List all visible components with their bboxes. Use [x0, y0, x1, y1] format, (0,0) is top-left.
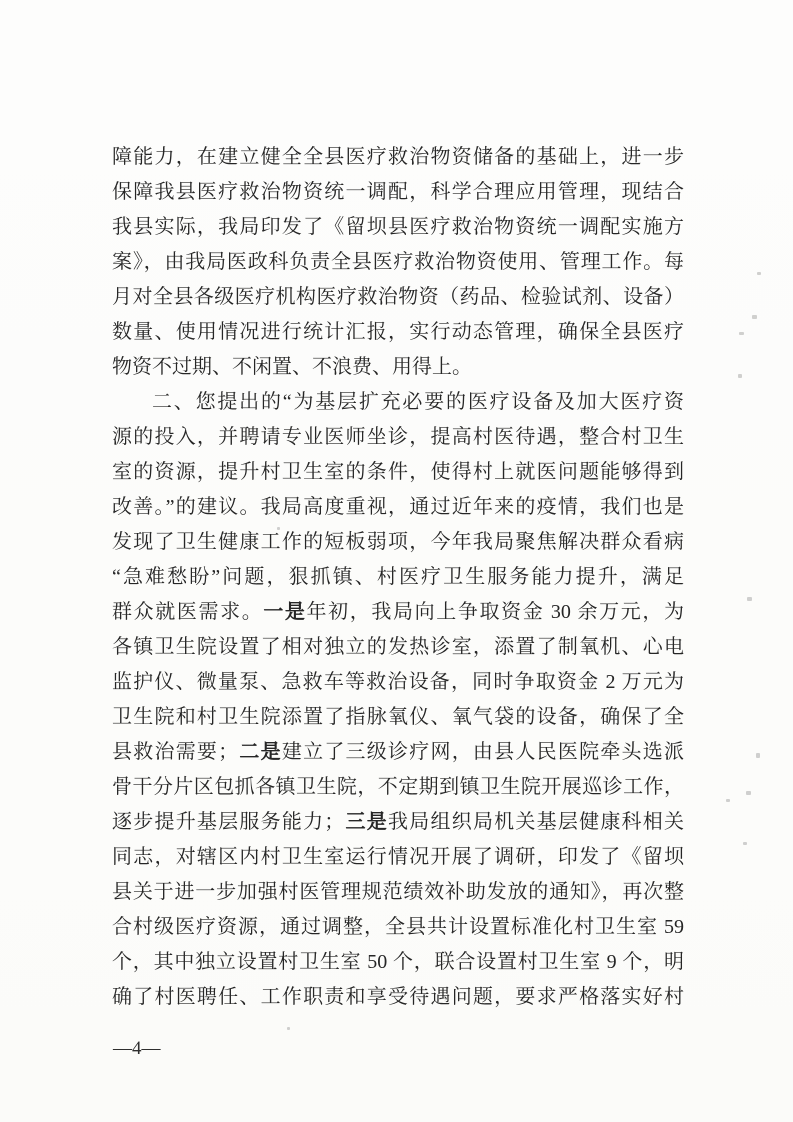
text-line — [112, 420, 684, 455]
text-run: 骨干分片区包抓各镇卫生院，不定期到镇卫生院开展巡诊工作， — [112, 776, 684, 798]
scan-speck — [757, 272, 761, 275]
text-line — [112, 770, 684, 805]
scan-speck — [726, 799, 730, 802]
text-run: 我局组织局机关基层健康科相关 — [388, 811, 685, 833]
text-run: 二、您提出的“为基层扩充必要的医疗设备及加大医疗资 — [152, 391, 684, 413]
page-number: —4— — [113, 1038, 161, 1059]
scan-speck — [739, 332, 744, 335]
text-run: 县救治需要； — [112, 741, 239, 763]
text-line — [112, 245, 684, 280]
text-run: 案》，由我局医政科负责全县医疗救治物资使用、管理工作。每 — [112, 251, 684, 273]
text-line — [112, 210, 684, 245]
text-run: 合村级医疗资源，通过调整，全县共计设置标准化村卫生室 59 — [112, 916, 684, 938]
text-line — [112, 875, 684, 910]
scan-speck — [743, 842, 747, 845]
text-line — [112, 175, 684, 210]
text-run: 监护仪、微量泵、急救车等救治设备，同时争取资金 2 万元为 — [112, 671, 684, 693]
text-line — [112, 560, 684, 595]
text-line — [112, 385, 684, 420]
text-run: 发现了卫生健康工作的短板弱项，今年我局聚焦解决群众看病 — [112, 531, 684, 553]
scan-speck — [287, 1027, 290, 1030]
text-line — [112, 910, 684, 945]
text-run: 年初，我局向上争取资金 30 余万元，为 — [306, 601, 685, 623]
scan-speck — [738, 374, 742, 378]
text-line — [112, 630, 684, 665]
text-run: 县关于进一步加强村医管理规范绩效补助发放的通知》，再次整 — [112, 881, 684, 903]
text-line — [112, 455, 684, 490]
text-line — [112, 525, 684, 560]
scan-speck — [277, 527, 280, 530]
text-line — [112, 140, 684, 175]
text-line — [112, 700, 684, 735]
text-run: “急难愁盼”问题，狠抓镇、村医疗卫生服务能力提升，满足 — [112, 566, 684, 588]
scan-speck — [746, 791, 751, 795]
scan-speck — [756, 753, 760, 758]
text-run: 障能力，在建立健全全县医疗救治物资储备的基础上，进一步 — [112, 146, 684, 168]
text-run: 群众就医需求。 — [112, 601, 264, 623]
scan-speck — [377, 252, 380, 255]
text-line — [112, 840, 684, 875]
text-run: 卫生院和村卫生院添置了指脉氧仪、氧气袋的设备，确保了全 — [112, 706, 684, 728]
scan-speck — [747, 597, 752, 601]
text-run: 源的投入，并聘请专业医师坐诊，提高村医待遇，整合村卫生 — [112, 426, 684, 448]
text-run: 同志，对辖区内村卫生室运行情况开展了调研，印发了《留坝 — [112, 846, 684, 868]
text-line — [112, 665, 684, 700]
text-line — [112, 350, 684, 385]
text-run: 月对全县各级医疗机构医疗救治物资（药品、检验试剂、设备） — [112, 286, 684, 308]
document-body — [112, 140, 684, 1015]
text-run: 物资不过期、不闲置、不浪费、用得上。 — [112, 356, 472, 378]
text-line — [112, 945, 684, 980]
text-run: 我县实际，我局印发了《留坝县医疗救治物资统一调配实施方 — [112, 216, 684, 238]
text-line — [112, 315, 684, 350]
bold-run: 三是 — [344, 811, 389, 833]
text-run: 各镇卫生院设置了相对独立的发热诊室，添置了制氧机、心电 — [112, 636, 684, 658]
text-run: 逐步提升基层服务能力； — [112, 811, 345, 833]
text-run: 室的资源，提升村卫生室的条件，使得村上就医问题能够得到 — [112, 461, 684, 483]
text-run: 建立了三级诊疗网，由县人民医院牵头选派 — [281, 741, 685, 763]
text-line — [112, 735, 684, 770]
text-line — [112, 595, 684, 630]
bold-run: 二是 — [238, 741, 282, 763]
text-run: 保障我县医疗救治物资统一调配，科学合理应用管理，现结合 — [112, 181, 684, 203]
text-line — [112, 980, 684, 1015]
text-run: 数量、使用情况进行统计汇报，实行动态管理，确保全县医疗 — [112, 321, 684, 343]
bold-run: 一是 — [263, 601, 307, 623]
text-run: 改善。”的建议。我局高度重视，通过近年来的疫情，我们也是 — [112, 496, 684, 518]
text-line — [112, 280, 684, 315]
text-run: 确了村医聘任、工作职责和享受待遇问题，要求严格落实好村 — [112, 986, 684, 1008]
text-line — [112, 490, 684, 525]
scan-speck — [752, 315, 757, 319]
text-run: 个，其中独立设置村卫生室 50 个，联合设置村卫生室 9 个，明 — [112, 951, 684, 973]
text-line — [112, 805, 684, 840]
